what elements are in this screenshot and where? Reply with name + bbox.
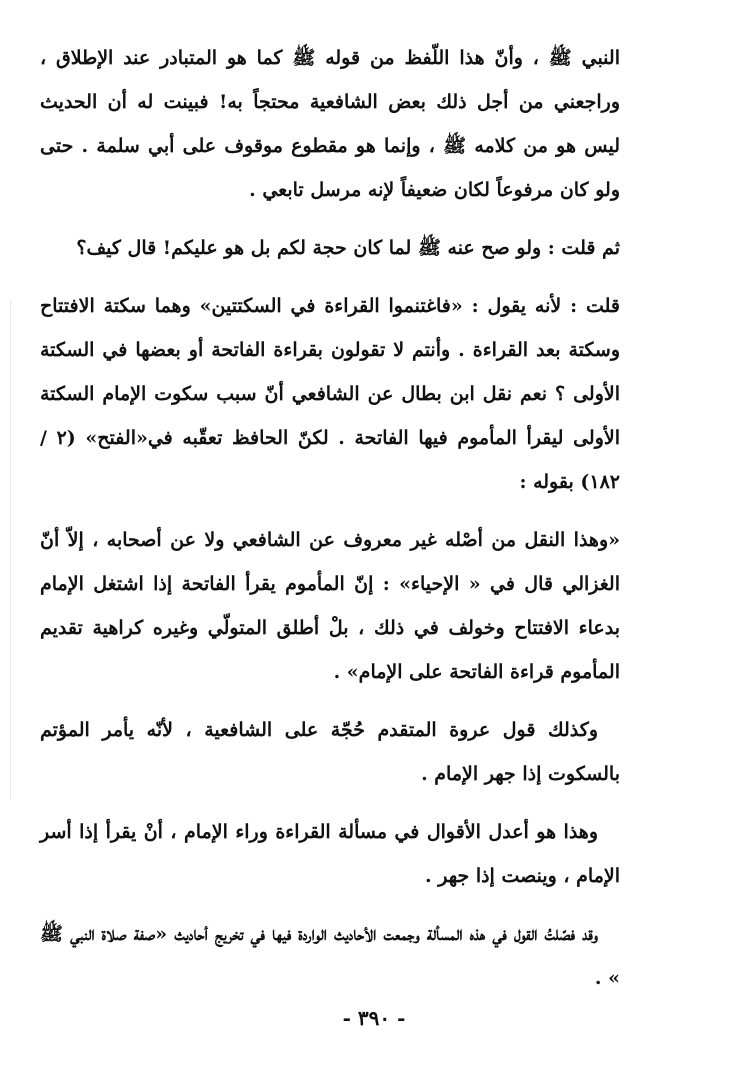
paragraph-3: قلت : لأنه يقول : «فاغتنموا القراءة في السكتتين» وهما سكتة الافتتاح وسكتة بعد القراءة . وأنتم لا تقولون بقراءة الفاتحة أو بعضها في السكتة الأولى ؟ نعم نقل ابن بطال عن الشافعي أنّ سبب سكوت الإمام السكتة الأولى ليقرأ المأموم فيها الفاتحة . لكنّ الحافظ تعقّبه في«الفتح» (٢ / ١٨٢) بقوله : xyxy=(40,295,620,493)
paragraph-2: ثم قلت : ولو صح عنه ﷺ لما كان حجة لكم بل هو عليكم! قال كيف؟ xyxy=(76,237,620,259)
page-body xyxy=(40,36,620,1014)
quote-paragraph: «وهذا النقل من أصْله غير معروف عن الشافعي ولا عن أصحابه ، إلاّ أنّ الغزالي قال في « الإحياء» : إنّ المأموم يقرأ الفاتحة إذا اشتغل الإمام بدعاء الافتتاح وخولف في ذلك ، بلْ أطلق المتولّي وغيره كراهية تقديم المأموم قراءة الفاتحة على الإمام» . xyxy=(40,529,620,683)
page-number: - ٣٩٠ - xyxy=(342,1006,406,1030)
paragraph-5: وكذلك قول عروة المتقدم حُجّة على الشافعية ، لأنّه يأمر المؤتم بالسكوت إذا جهر الإمام . xyxy=(40,719,620,785)
paragraph-1: النبي ﷺ ، وأنّ هذا اللّفظ من قوله ﷺ كما هو المتبادر عند الإطلاق ، وراجعني من أجل ذلك بعض الشافعية محتجاً به! فبينت له أن الحديث ليس هو من كلامه ﷺ ، وإنما هو مقطوع موقوف على أبي سلمة . حتى ولو كان مرفوعاً لكان ضعيفاً لإنه مرسل تابعي . xyxy=(40,47,620,201)
paragraph-6: وهذا هو أعدل الأقوال في مسألة القراءة وراء الإمام ، أنْ يقرأ إذا أسر الإمام ، وينصت إذا جهر . xyxy=(40,821,620,887)
scan-edge-divider xyxy=(10,300,11,800)
paragraph-7: وقد فصّلتُ القول في هذه المسألة وجمعت الأحاديث الواردة فيها في تخريج أحاديث «صفة صلاة النبي ﷺ » . xyxy=(40,923,620,989)
